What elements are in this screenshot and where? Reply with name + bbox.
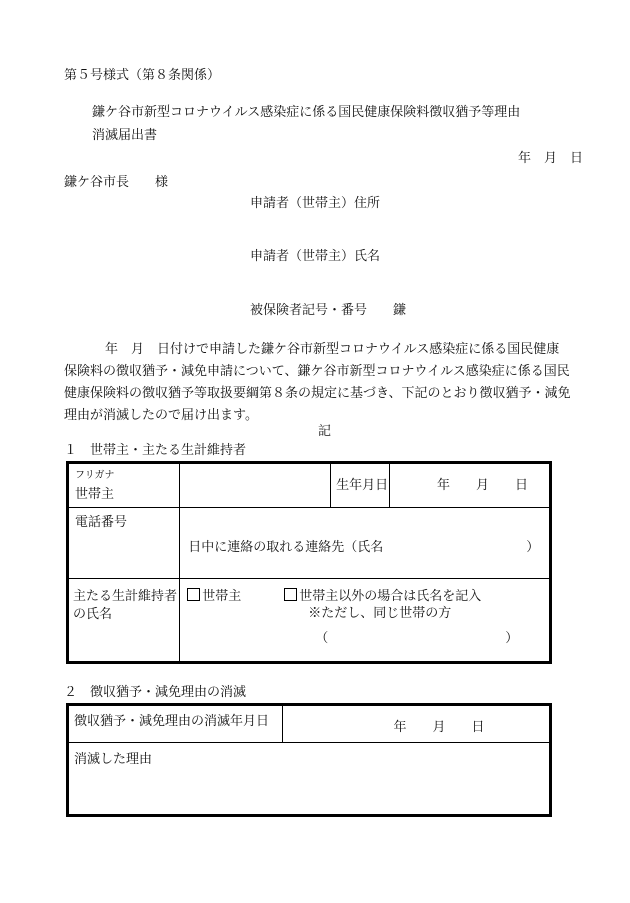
- title-line-1: 鎌ケ谷市新型コロナウイルス感染症に係る国民健康保険料徴収猶予等理由: [92, 105, 521, 120]
- option-other[interactable]: [284, 588, 481, 603]
- phone-note: 日中に連絡の取れる連絡先（氏名 ）: [188, 540, 540, 555]
- extinction-date-value: 年 月 日: [393, 720, 485, 735]
- section2-heading: ２ 徴収猶予・減免理由の消滅: [64, 685, 247, 700]
- body-line: 健康保険料の徴収猶予等取扱要綱第８条の規定に基づき、下記のとおり徴収猶予・減免: [64, 386, 571, 401]
- householder-table: [66, 461, 552, 664]
- extinction-date-label: 徴収猶予・減免理由の消滅年月日: [74, 714, 270, 729]
- extinction-date-label-cell: [68, 705, 283, 743]
- phone-label: 電話番号: [75, 515, 128, 530]
- form-number: 第５号様式（第８条関係）: [64, 68, 221, 83]
- addressee: 鎌ケ谷市長 様: [64, 175, 169, 190]
- option-householder-label: 世帯主: [202, 589, 242, 604]
- section1-heading: １ 世帯主・主たる生計維持者: [64, 443, 247, 458]
- checkbox-other[interactable]: [284, 588, 297, 601]
- ki-label: 記: [318, 424, 332, 439]
- birthdate-label: 生年月日: [336, 478, 389, 493]
- insured-number-label: 被保険者記号・番号 鎌: [250, 303, 407, 318]
- phone-label-cell: [68, 508, 180, 579]
- extinction-date-input[interactable]: [283, 705, 551, 743]
- option-note: ※ただし、同じ世帯の方: [308, 606, 452, 621]
- body-line: 保険料の徴収猶予・減免申請について、鎌ケ谷市新型コロナウイルス感染症に係る国民: [64, 364, 570, 379]
- applicant-name-label: 申請者（世帯主）氏名: [250, 249, 381, 264]
- paren-open: （: [315, 631, 329, 646]
- applicant-address-label: 申請者（世帯主）住所: [250, 196, 381, 211]
- option-other-label: 世帯主以外の場合は氏名を記入: [299, 589, 482, 604]
- birthdate-input[interactable]: [390, 463, 551, 508]
- body-paragraph: [64, 339, 588, 427]
- body-line: 年 月 日付けで申請した鎌ケ谷市新型コロナウイルス感染症に係る国民健康: [92, 342, 560, 357]
- reason-input[interactable]: [68, 743, 551, 816]
- main-earner-label: 主たる生計維持者: [73, 589, 178, 604]
- date-line: 年 月 日: [518, 151, 584, 166]
- phone-input[interactable]: [180, 508, 551, 579]
- householder-label: 世帯主: [75, 487, 115, 502]
- birthdate-label-cell: [331, 463, 390, 508]
- title-line-2: 消滅届出書: [92, 128, 158, 143]
- birthdate-value: 年 月 日: [437, 478, 529, 493]
- reason-table: [66, 703, 552, 817]
- householder-name-input[interactable]: [180, 463, 331, 508]
- main-earner-label: の氏名: [73, 607, 113, 622]
- checkbox-householder[interactable]: [187, 588, 200, 601]
- main-earner-label-cell: [68, 579, 180, 663]
- main-earner-input[interactable]: [180, 579, 551, 663]
- furigana-cell: [68, 463, 180, 508]
- option-householder[interactable]: [187, 588, 241, 603]
- reason-label: 消滅した理由: [74, 752, 153, 767]
- furigana-label: フリガナ: [75, 470, 115, 481]
- paren-close: ）: [505, 631, 519, 646]
- body-line: 理由が消滅したので届け出ます。: [64, 408, 258, 423]
